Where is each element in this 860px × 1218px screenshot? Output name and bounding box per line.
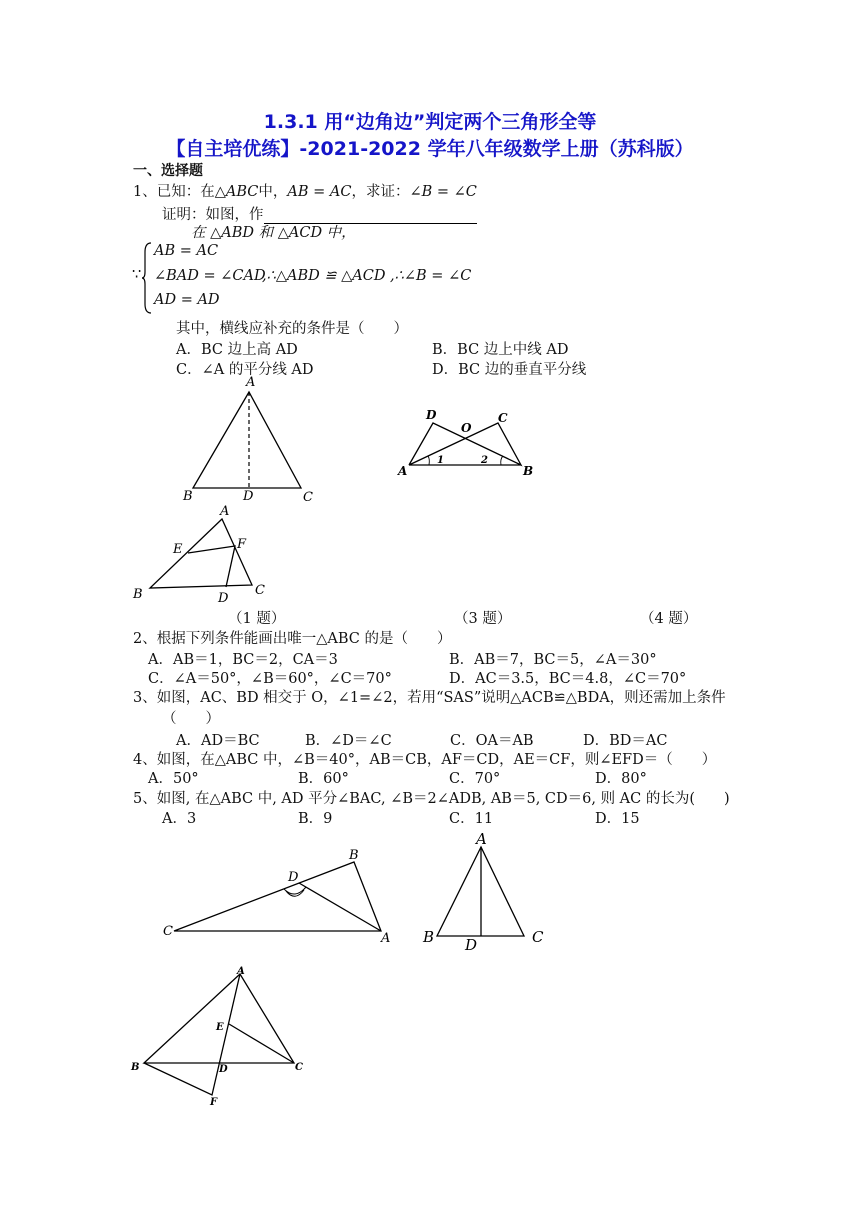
q1-cond-2: ∠BAD = ∠CAD bbox=[154, 268, 266, 284]
fig1-label: B bbox=[183, 489, 193, 504]
title-line-2: 【自主培优练】-2021-2022 学年八年级数学上册（苏科版） bbox=[166, 138, 694, 160]
q1-stem: 1、已知：在△ABC中，AB = AC，求证：∠B = ∠C bbox=[133, 184, 477, 200]
fig3-label: O bbox=[461, 421, 472, 435]
q1-conclusion: ,∴△ABD ≌ △ACD ,∴∠B = ∠C bbox=[262, 268, 472, 284]
q4-option-b[interactable]: B．60° bbox=[298, 771, 349, 787]
q5-option-d[interactable]: D．15 bbox=[595, 811, 640, 827]
fig6-label: C bbox=[532, 928, 544, 946]
title-line-1: 1.3.1 用“边角边”判定两个三角形全等 bbox=[263, 111, 597, 133]
section-heading: 一、选择题 bbox=[133, 163, 203, 179]
fig4-label: D bbox=[218, 591, 229, 606]
figure-3-quadrilateral bbox=[393, 405, 543, 480]
q5-option-c[interactable]: C．11 bbox=[449, 811, 494, 827]
fig3-label: C bbox=[498, 411, 508, 425]
because-symbol: ∵ bbox=[132, 267, 142, 283]
fig4-label: B bbox=[133, 587, 143, 602]
q3-stem: 3、如图，AC、BD 相交于 O，∠1=∠2，若用“SAS”说明△ACB≌△BDA，则还需加上条件 bbox=[133, 690, 726, 706]
q4-option-a[interactable]: A．50° bbox=[148, 771, 199, 787]
fig7-label: D bbox=[219, 1064, 228, 1075]
caption-4: （4 题） bbox=[640, 611, 698, 627]
fig7-label: C bbox=[295, 1062, 303, 1073]
fig3-label: 1 bbox=[437, 455, 444, 466]
q2-option-a[interactable]: A．AB＝1，BC＝2，CA＝3 bbox=[148, 652, 338, 668]
fig1-label: D bbox=[243, 489, 254, 504]
fig1-label: A bbox=[246, 375, 256, 390]
fig6-label: D bbox=[465, 936, 478, 954]
fig5-label: C bbox=[163, 924, 173, 939]
fig3-label: B bbox=[523, 464, 534, 478]
fig5-label: D bbox=[288, 870, 299, 885]
fig4-label: C bbox=[255, 583, 265, 598]
q1-option-b[interactable]: B．BC 边上中线 AD bbox=[432, 342, 569, 358]
q1-option-a[interactable]: A．BC 边上高 AD bbox=[176, 342, 298, 358]
q1-cond-1: AB = AC bbox=[154, 243, 219, 259]
q3-option-c[interactable]: C．OA＝AB bbox=[450, 733, 534, 749]
q2-option-c[interactable]: C．∠A＝50°，∠B＝60°，∠C＝70° bbox=[148, 671, 392, 687]
fig4-label: F bbox=[237, 537, 247, 552]
q1-option-c[interactable]: C．∠A 的平分线 AD bbox=[176, 362, 314, 378]
q2-option-d[interactable]: D．AC＝3.5，BC＝4.8，∠C＝70° bbox=[449, 671, 687, 687]
q2-stem: 2、根据下列条件能画出唯一△ABC 的是（ ） bbox=[133, 631, 452, 647]
q5-option-b[interactable]: B．9 bbox=[298, 811, 333, 827]
figure-4-triangle bbox=[130, 502, 275, 607]
q5-stem: 5、如图, 在△ABC 中, AD 平分∠BAC, ∠B＝2∠ADB, AB＝5, CD＝6, 则 AC 的长为( ) bbox=[133, 791, 730, 807]
q4-option-c[interactable]: C．70° bbox=[449, 771, 501, 787]
q1-in-line: 在 △ABD 和 △ACD 中， bbox=[191, 225, 356, 241]
fig3-label: 2 bbox=[481, 455, 488, 466]
figure-7-triangle bbox=[128, 962, 308, 1112]
fig4-label: E bbox=[173, 542, 183, 557]
q3-paren: （ ） bbox=[162, 711, 220, 727]
q3-option-b[interactable]: B．∠D＝∠C bbox=[305, 733, 392, 749]
q4-option-d[interactable]: D．80° bbox=[595, 771, 647, 787]
fig5-label: A bbox=[381, 931, 391, 945]
q3-option-a[interactable]: A．AD＝BC bbox=[176, 733, 260, 749]
q1-ask: 其中，横线应补充的条件是（ ） bbox=[176, 321, 408, 337]
fig3-label: A bbox=[398, 464, 408, 478]
fig5-label: B bbox=[349, 848, 359, 863]
caption-1: （1 题） bbox=[228, 611, 286, 627]
figure-6-triangle bbox=[418, 830, 553, 955]
q1-cond-3: AD = AD bbox=[154, 292, 220, 308]
q4-stem: 4、如图，在△ABC 中，∠B＝40°，AB＝CB，AF＝CD，AE＝CF，则∠EFD＝（ ） bbox=[133, 752, 717, 768]
brace-symbol bbox=[142, 242, 152, 314]
fig3-label: D bbox=[426, 408, 437, 422]
fig4-label: A bbox=[220, 504, 230, 519]
fig6-label: A bbox=[476, 830, 487, 848]
q3-option-d[interactable]: D．BD＝AC bbox=[583, 733, 668, 749]
fig7-label: B bbox=[131, 1062, 140, 1073]
fig7-label: E bbox=[216, 1022, 224, 1033]
q5-option-a[interactable]: A．3 bbox=[162, 811, 197, 827]
fig7-label: A bbox=[237, 966, 245, 977]
figure-1-triangle bbox=[175, 372, 325, 504]
figure-5-triangle bbox=[160, 845, 400, 945]
q1-option-d[interactable]: D．BC 边的垂直平分线 bbox=[432, 362, 587, 378]
q1-proof-line: 证明：如图，作 bbox=[162, 203, 477, 224]
caption-3: （3 题） bbox=[454, 611, 512, 627]
fig1-label: C bbox=[303, 490, 313, 504]
fig6-label: B bbox=[423, 928, 435, 946]
q2-option-b[interactable]: B．AB＝7，BC＝5，∠A＝30° bbox=[449, 652, 657, 668]
fig7-label: F bbox=[210, 1097, 218, 1108]
